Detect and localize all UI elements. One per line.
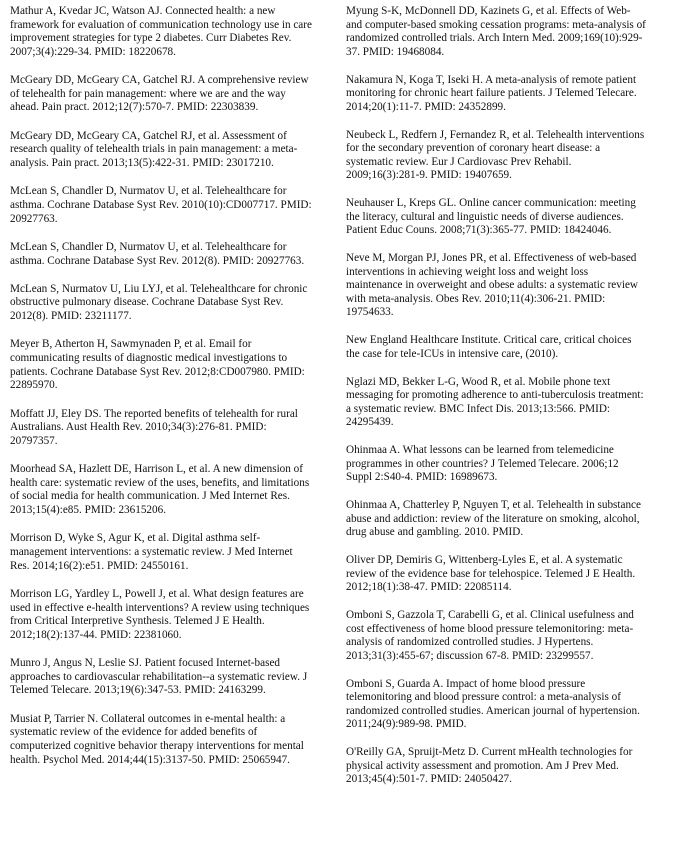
reference-entry: Nglazi MD, Bekker L-G, Wood R, et al. Mobile phone text messaging for promoting adherence to anti-tuberculosis treatment: a systematic review. BMC Infect Dis. 2013;13:566. PMID: 24295439. [346, 375, 644, 429]
reference-entry: Meyer B, Atherton H, Sawmynaden P, et al. Email for communicating results of diagnostic medical investigations to patients. Cochrane Database Syst Rev. 2012;8:CD007980. PMID: 22895970. [10, 338, 305, 392]
reference-entry: Neuhauser L, Kreps GL. Online cancer communication: meeting the literacy, cultural and linguistic needs of diverse audiences. Patient Educ Couns. 2008;71(3):365-77. PMID: 18424046. [346, 197, 636, 237]
reference-column-left [10, 5, 312, 782]
reference-entry: Ohinmaa A. What lessons can be learned from telemedicine programmes in other countries? J Telemed Telecare. 2006;12 Suppl 2:S40-4. PMID: 16989673. [346, 444, 619, 484]
reference-entry: McLean S, Chandler D, Nurmatov U, et al. Telehealthcare for asthma. Cochrane Database Syst Rev. 2010(10):CD007717. PMID: 20927763. [10, 185, 312, 225]
reference-column-right [346, 5, 646, 801]
reference-entry: McGeary DD, McGeary CA, Gatchel RJ, et al. Assessment of research quality of telehealth trials in pain management: a meta-analysis. Pain pract. 2013;13(5):422-31. PMID: 23017210. [10, 129, 298, 169]
reference-entry: Munro J, Angus N, Leslie SJ. Patient focused Internet-based approaches to cardiovascular rehabilitation--a systematic review. J Telemed Telecare. 2013;19(6):347-53. PMID: 24163299. [10, 657, 308, 697]
reference-entry: Oliver DP, Demiris G, Wittenberg-Lyles E, et al. A systematic review of the evidence base for telehospice. Telemed J E Health. 2012;18(1):38-47. PMID: 22085114. [346, 554, 636, 594]
reference-entry: Mathur A, Kvedar JC, Watson AJ. Connected health: a new framework for evaluation of communication technology use in care improvement strategies for type 2 diabetes. Curr Diabetes Rev. 2007;3(4):229-34. PMID: 18220678. [10, 5, 312, 58]
reference-entry: Neubeck L, Redfern J, Fernandez R, et al. Telehealth interventions for the secondary prevention of coronary heart disease: a systematic review. Eur J Cardiovasc Prev Rehabil. 2009;16(3):281-9. PMID: 19407659. [346, 128, 645, 182]
reference-entry: Myung S-K, McDonnell DD, Kazinets G, et al. Effects of Web- and computer-based smoking cessation programs: meta-analysis of randomized controlled trials. Arch Intern Med. 2009;169(10):929-37. PMID: 19468084. [346, 5, 646, 58]
reference-entry: Ohinmaa A, Chatterley P, Nguyen T, et al. Telehealth in substance abuse and addiction: review of the literature on smoking, alcohol, drug abuse and gambling. 2010. PMID. [346, 499, 641, 539]
reference-entry: McLean S, Chandler D, Nurmatov U, et al. Telehealthcare for asthma. Cochrane Database Syst Rev. 2012(8). PMID: 20927763. [10, 240, 305, 267]
reference-entry: O'Reilly GA, Spruijt-Metz D. Current mHealth technologies for physical activity assessment and promotion. Am J Prev Med. 2013;45(4):501-7. PMID: 24050427. [346, 746, 633, 786]
reference-entry: Moffatt JJ, Eley DS. The reported benefits of telehealth for rural Australians. Aust Health Rev. 2010;34(3):276-81. PMID: 20797357. [10, 407, 298, 447]
reference-entry: Omboni S, Guarda A. Impact of home blood pressure telemonitoring and blood pressure control: a meta-analysis of randomized controlled studies. American journal of hypertension. 2011;24(9):989-98. PMID. [346, 677, 640, 731]
reference-entry: Omboni S, Gazzola T, Carabelli G, et al. Clinical usefulness and cost effectiveness of home blood pressure telemonitoring: meta-analysis of randomized controlled studies. J Hypertens. 2013;31(3):455-67; discussion 67-8. PMID: 23299557. [346, 609, 634, 662]
reference-entry: Nakamura N, Koga T, Iseki H. A meta-analysis of remote patient monitoring for chronic heart failure patients. J Telemed Telecare. 2014;20(1):11-7. PMID: 24352899. [346, 73, 637, 113]
reference-entry: Neve M, Morgan PJ, Jones PR, et al. Effectiveness of web-based interventions in achieving weight loss and weight loss maintenance in overweight and obese adults: a systematic review with meta-analysis. Obes Rev. 2010;11(4):306-21. PMID: 19754633. [346, 252, 639, 319]
reference-entry: McGeary DD, McGeary CA, Gatchel RJ. A comprehensive review of telehealth for pain management: where we are and the way ahead. Pain pract. 2012;12(7):570-7. PMID: 22303839. [10, 74, 309, 114]
reference-entry: Musiat P, Tarrier N. Collateral outcomes in e-mental health: a systematic review of the evidence for added benefits of computerized cognitive behavior therapy interventions for mental health. Psychol Med. 2014;44(15):3137-50. PMID: 25065947. [10, 712, 304, 766]
reference-entry: Morrison D, Wyke S, Agur K, et al. Digital asthma self-management interventions: a systematic review. J Med Internet Res. 2014;16(2):e51. PMID: 24550161. [10, 532, 293, 572]
reference-entry: New England Healthcare Institute. Critical care, critical choices the case for tele-ICUs in intensive care, (2010). [346, 334, 632, 360]
reference-entry: Morrison LG, Yardley L, Powell J, et al. What design features are used in effective e-health interventions? A review using techniques from Critical Interpretive Synthesis. Telemed J E Health. 2012;18(2):137-44. PMID: 22381060. [10, 587, 310, 641]
reference-entry: Moorhead SA, Hazlett DE, Harrison L, et al. A new dimension of health care: systematic review of the uses, benefits, and limitations of social media for health communication. J Med Internet Res. 2013;15(4):e85. PMID: 23615206. [10, 463, 310, 516]
reference-entry: McLean S, Nurmatov U, Liu LYJ, et al. Telehealthcare for chronic obstructive pulmonary disease. Cochrane Database Syst Rev. 2012(8). PMID: 23211177. [10, 282, 308, 323]
